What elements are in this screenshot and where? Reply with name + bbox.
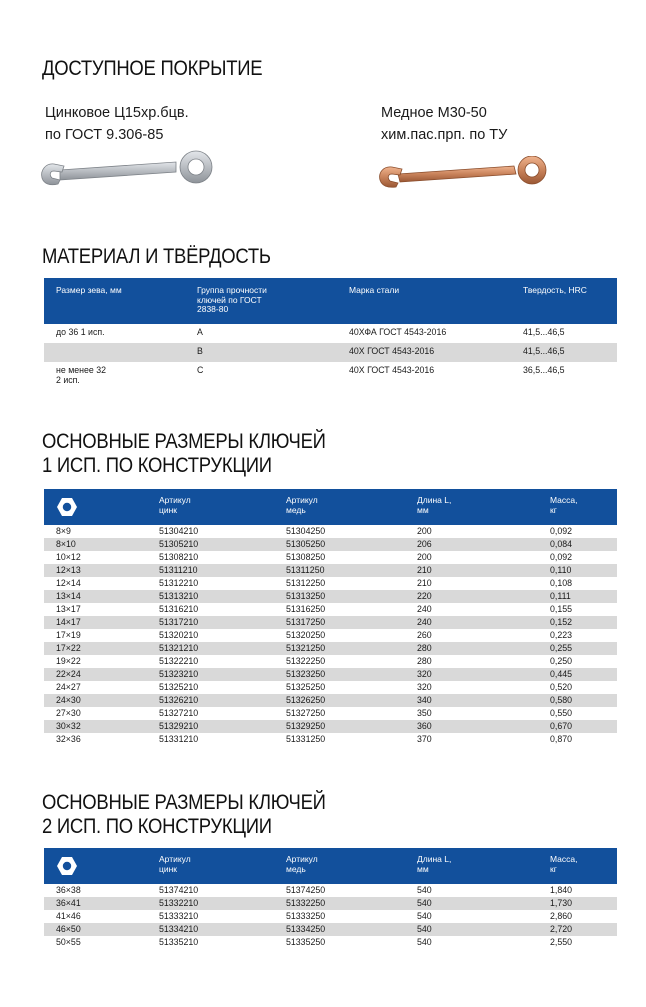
material-header-steel: Марка стали [345,278,519,324]
material-size [44,324,193,343]
cell-art-zinc: 51327210 [159,708,199,718]
table1-header-size [44,489,155,525]
table2-title [42,791,326,839]
table-row [44,733,617,746]
cell-art-zinc: 51333210 [159,911,199,921]
cell-size: 30×32 [44,720,155,733]
material-size-l1: не менее 32 [56,365,107,375]
table2-header-art-copper [282,848,413,884]
cell-art-zinc: 51374210 [159,885,199,895]
cell-art-copper: 51332250 [282,897,413,910]
table2-title-l1: ОСНОВНЫЕ РАЗМЕРЫ КЛЮЧЕЙ [42,791,326,814]
table2-header-mass [546,848,617,884]
material-table [44,278,617,385]
cell-size: 32×36 [56,734,81,744]
cell-art-copper: 51335250 [286,937,326,947]
cell-size: 36×41 [44,897,155,910]
material-group: A [197,327,203,337]
cell-mass: 0,155 [550,604,573,614]
cell-length: 200 [417,526,432,536]
cell-art-zinc: 51311210 [155,564,282,577]
cell-size: 24×30 [44,694,155,707]
table2-header-length [413,848,546,884]
cell-length: 240 [417,604,432,614]
cell-art-zinc: 51312210 [159,578,199,588]
cell-mass: 0,580 [546,694,617,707]
zinc-wrench-image [36,150,218,188]
table2-header-mass-l1: Масса, [550,854,578,864]
cell-size: 22×24 [44,668,155,681]
table2-header-art-zinc-l2: цинк [159,863,178,874]
cell-art-zinc: 51313210 [155,590,282,603]
cell-art-copper: 51322250 [286,656,326,666]
material-size-l1: до 36 1 исп. [56,327,105,337]
cell-size: 46×50 [44,923,155,936]
cell-length: 220 [413,590,546,603]
cell-art-copper: 51333250 [286,911,326,921]
table-row [44,923,617,936]
cell-mass: 0,092 [550,552,573,562]
cell-art-zinc: 51320210 [159,630,199,640]
cell-length: 210 [417,578,432,588]
cell-size: 17×22 [44,642,155,655]
cell-length: 260 [417,630,432,640]
cell-mass: 0,255 [546,642,617,655]
material-group: B [193,343,345,362]
cell-mass: 0,550 [550,708,573,718]
table1-header-mass-l1: Масса, [550,495,578,505]
hex-nut-icon [56,497,78,517]
material-row [44,343,617,362]
table-row [44,629,617,642]
cell-art-copper: 51312250 [286,578,326,588]
material-row [44,362,617,385]
material-size [44,362,193,385]
cell-mass: 2,550 [550,937,573,947]
coating-title: ДОСТУПНОЕ ПОКРЫТИЕ [42,57,263,80]
cell-art-copper: 51326250 [282,694,413,707]
cell-art-zinc: 51326210 [155,694,282,707]
cell-art-copper: 51374250 [286,885,326,895]
cell-art-copper: 51323250 [282,668,413,681]
cell-art-zinc: 51332210 [155,897,282,910]
material-hardness: 41,5...46,5 [523,327,565,337]
table1-title [42,430,326,478]
cell-length: 200 [417,552,432,562]
cell-length: 540 [417,885,432,895]
cell-art-copper: 51325250 [286,682,326,692]
table1-header-art-copper [282,489,413,525]
cell-size: 50×55 [56,937,81,947]
cell-length: 540 [413,897,546,910]
table-row [44,538,617,551]
zinc-coating-label [45,102,189,146]
cell-size: 27×30 [56,708,81,718]
table1-header-length-l2: мм [417,504,429,515]
table-row [44,603,617,616]
material-steel: 40ХФА ГОСТ 4543-2016 [349,327,447,337]
material-header-group [193,278,345,324]
cell-art-copper: 51327250 [286,708,326,718]
material-size [44,343,193,362]
cell-mass: 0,445 [546,668,617,681]
cell-mass: 1,730 [546,897,617,910]
cell-length: 540 [417,911,432,921]
table2-header-art-copper-l2: медь [286,863,306,874]
cell-mass: 1,840 [550,885,573,895]
hex-nut-icon [56,856,78,876]
cell-mass: 2,720 [546,923,617,936]
table-row [44,936,617,949]
table-row [44,910,617,923]
cell-mass: 0,084 [546,538,617,551]
cell-art-zinc: 51304210 [159,526,199,536]
cell-art-copper: 51321250 [282,642,413,655]
material-steel: 40Х ГОСТ 4543-2016 [349,365,435,375]
table1-title-l1: ОСНОВНЫЕ РАЗМЕРЫ КЛЮЧЕЙ [42,430,326,453]
table1-header-art-copper-l2: медь [286,504,306,515]
table2-header-mass-l2: кг [550,863,557,874]
table2-header-size [44,848,155,884]
table-row [44,590,617,603]
cell-mass: 0,092 [550,526,573,536]
table1-header-art-copper-l1: Артикул [286,495,318,505]
table1-header-length [413,489,546,525]
table-row [44,655,617,668]
material-header-hardness: Твердость, HRC [519,278,617,324]
cell-size: 41×46 [56,911,81,921]
copper-coating-line2: хим.пас.прп. по ТУ [381,127,508,143]
cell-size: 12×14 [56,578,81,588]
cell-art-copper: 51308250 [286,552,326,562]
cell-mass: 0,223 [550,630,573,640]
cell-art-copper: 51313250 [282,590,413,603]
table2-header-art-zinc [155,848,282,884]
cell-size: 8×10 [44,538,155,551]
table-row [44,642,617,655]
table-row [44,525,617,538]
cell-art-zinc: 51322210 [159,656,199,666]
material-title: МАТЕРИАЛ И ТВЁРДОСТЬ [42,245,271,268]
copper-wrench-image [376,156,552,190]
table-row [44,694,617,707]
table2-header-row [44,848,617,884]
cell-art-copper: 51304250 [286,526,326,536]
table-row [44,564,617,577]
table2-header-art-zinc-l1: Артикул [159,854,191,864]
cell-length: 540 [413,923,546,936]
material-group: C [197,365,204,375]
cell-art-zinc: 51329210 [155,720,282,733]
cell-length: 340 [413,694,546,707]
cell-art-copper: 51320250 [286,630,326,640]
table1-header-art-zinc-l2: цинк [159,504,178,515]
cell-length: 320 [413,668,546,681]
cell-length: 240 [413,616,546,629]
cell-size: 13×14 [44,590,155,603]
cell-length: 350 [417,708,432,718]
material-header-group-l3: 2838-80 [197,304,229,314]
cell-length: 360 [413,720,546,733]
table1-title-l2: 1 ИСП. ПО КОНСТРУКЦИИ [42,454,272,477]
table-row [44,551,617,564]
table2-header-art-copper-l1: Артикул [286,854,318,864]
cell-length: 210 [413,564,546,577]
cell-length: 370 [417,734,432,744]
cell-art-zinc: 51316210 [159,604,199,614]
table1-header-art-zinc [155,489,282,525]
material-header-size: Размер зева, мм [44,278,193,324]
material-header-group-l2: ключей по ГОСТ [197,294,262,305]
material-header-group-l1: Группа прочности [197,285,267,295]
copper-coating-label [381,102,507,146]
dimensions-table-1 [44,489,617,746]
table1-header-mass-l2: кг [550,504,557,515]
material-row [44,324,617,343]
cell-art-zinc: 51305210 [155,538,282,551]
table-row [44,897,617,910]
cell-art-zinc: 51325210 [159,682,199,692]
cell-mass: 0,108 [550,578,573,588]
cell-length: 280 [413,642,546,655]
cell-art-zinc: 51317210 [155,616,282,629]
table-row [44,668,617,681]
table1-header-art-zinc-l1: Артикул [159,495,191,505]
dimensions-table-2 [44,848,617,949]
table-row [44,616,617,629]
table-row [44,577,617,590]
cell-art-copper: 51316250 [286,604,326,614]
cell-mass: 0,520 [550,682,573,692]
cell-mass: 0,152 [546,616,617,629]
cell-size: 19×22 [56,656,81,666]
table1-header-row [44,489,617,525]
cell-art-copper: 51331250 [286,734,326,744]
table1-header-length-l1: Длина L, [417,495,452,505]
table2-header-length-l1: Длина L, [417,854,452,864]
cell-size: 12×13 [44,564,155,577]
zinc-coating-line1: Цинковое Ц15хр.бцв. [45,105,189,121]
cell-size: 8×9 [56,526,71,536]
cell-size: 36×38 [56,885,81,895]
cell-size: 13×17 [56,604,81,614]
cell-mass: 0,870 [550,734,573,744]
cell-length: 320 [417,682,432,692]
cell-art-copper: 51329250 [282,720,413,733]
cell-art-zinc: 51334210 [155,923,282,936]
cell-size: 10×12 [56,552,81,562]
table-row [44,884,617,897]
cell-art-copper: 51334250 [282,923,413,936]
table-row [44,707,617,720]
cell-mass: 0,250 [550,656,573,666]
cell-art-copper: 51317250 [282,616,413,629]
material-hardness: 36,5...46,5 [523,365,565,375]
table1-body [44,525,617,746]
cell-mass: 0,670 [546,720,617,733]
zinc-coating-line2: по ГОСТ 9.306-85 [45,127,164,143]
cell-size: 14×17 [44,616,155,629]
table-row [44,720,617,733]
material-steel: 40Х ГОСТ 4543-2016 [345,343,519,362]
cell-mass: 0,110 [546,564,617,577]
cell-size: 17×19 [56,630,81,640]
material-size-l2: 2 исп. [56,374,80,385]
copper-coating-line1: Медное М30-50 [381,105,487,121]
cell-art-zinc: 51335210 [159,937,199,947]
cell-mass: 2,860 [550,911,573,921]
cell-art-zinc: 51308210 [159,552,199,562]
material-header-row [44,278,617,324]
cell-length: 206 [413,538,546,551]
table2-body [44,884,617,949]
cell-art-copper: 51305250 [282,538,413,551]
cell-size: 24×27 [56,682,81,692]
cell-length: 540 [417,937,432,947]
cell-art-zinc: 51323210 [155,668,282,681]
cell-art-zinc: 51331210 [159,734,199,744]
cell-length: 280 [417,656,432,666]
table1-header-mass [546,489,617,525]
cell-mass: 0,111 [546,590,617,603]
table-row [44,681,617,694]
cell-art-zinc: 51321210 [155,642,282,655]
material-hardness: 41,5...46,5 [519,343,617,362]
table2-header-length-l2: мм [417,863,429,874]
table2-title-l2: 2 ИСП. ПО КОНСТРУКЦИИ [42,815,272,838]
cell-art-copper: 51311250 [282,564,413,577]
